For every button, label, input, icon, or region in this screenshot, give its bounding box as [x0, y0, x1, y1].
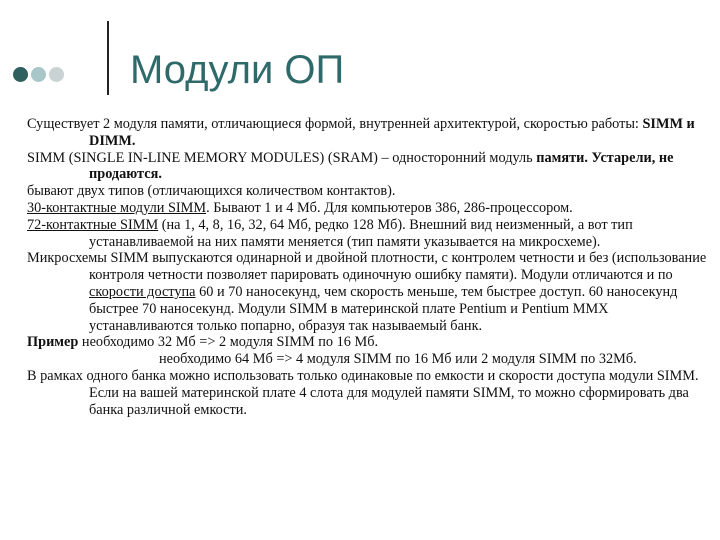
- example-line-2: необходимо 64 Мб => 4 модуля SIMM по 16 Мб или 2 модуля SIMM по 32Мб.: [159, 351, 637, 368]
- chips-access-speed: скорости доступа: [89, 283, 196, 300]
- intro-modules: SIMM и DIMM.: [89, 116, 695, 149]
- chips-text-1: Микросхемы SIMM выпускаются одинарной и двойной плотности, с контролем четности и без (использование контроля четности позволяет парировать одиночную ошибку памяти). Модули отличаются и по: [27, 250, 707, 284]
- paragraph-chips: [27, 250, 715, 334]
- slide-title: Модули ОП: [130, 48, 345, 92]
- example-label: Пример: [27, 334, 79, 351]
- simm-text: SIMM (SINGLE IN-LINE MEMORY MODULES) (SRAM) – односторонний модуль: [27, 149, 537, 166]
- paragraph-72pin: [27, 217, 715, 251]
- paragraph-example: [27, 334, 715, 368]
- paragraph-30pin: [27, 200, 715, 217]
- paragraph-types: [27, 183, 715, 200]
- 72pin-label: 72-контактные SIMM: [27, 216, 159, 233]
- paragraph-simm: [27, 150, 715, 184]
- types-text: бывают двух типов (отличающихся количеством контактов).: [27, 183, 396, 200]
- intro-text: Существует 2 модуля памяти, отличающиеся формой, внутренней архитектурой, скоростью работы:: [27, 116, 643, 132]
- example-line-1: необходимо 32 Мб => 2 модуля SIMM по 16 Мб.: [78, 334, 379, 351]
- bank-text: В рамках одного банка можно использовать только одинаковые по емкости и скорости доступа модули SIMM. Если на вашей материнской плате 4 слота для модулей памяти SIMM, то можно сформировать два банка различной емкости.: [27, 367, 699, 418]
- simm-obsolete: памяти. Устарели, не продаются.: [89, 149, 674, 183]
- 30pin-label: 30-контактные модули SIMM: [27, 199, 207, 216]
- 30pin-text: . Бывают 1 и 4 Мб. Для компьютеров 386, 286-процессором.: [206, 199, 573, 216]
- slide-body: [27, 116, 715, 418]
- chips-text-2: 60 и 70 наносекунд, чем скорость меньше, тем быстрее доступ. 60 наносекунд быстрее 70 наносекунд. Модули SIMM в материнской плате Pentium и Pentium MMX устанавливаются только попарно, образуя так называемый банк.: [89, 283, 678, 334]
- paragraph-bank: [27, 368, 715, 418]
- dot-light-icon: [31, 67, 46, 82]
- paragraph-intro: [27, 116, 715, 150]
- 72pin-text: (на 1, 4, 8, 16, 32, 64 Мб, редко 128 Мб). Внешний вид неизменный, а вот тип устанавливаемой на них памяти меняется (тип памяти указывается на микросхеме).: [89, 216, 633, 250]
- title-divider: [107, 21, 109, 95]
- dot-lighter-icon: [49, 67, 64, 82]
- decorative-dots: [13, 67, 64, 82]
- dot-dark-icon: [13, 67, 28, 82]
